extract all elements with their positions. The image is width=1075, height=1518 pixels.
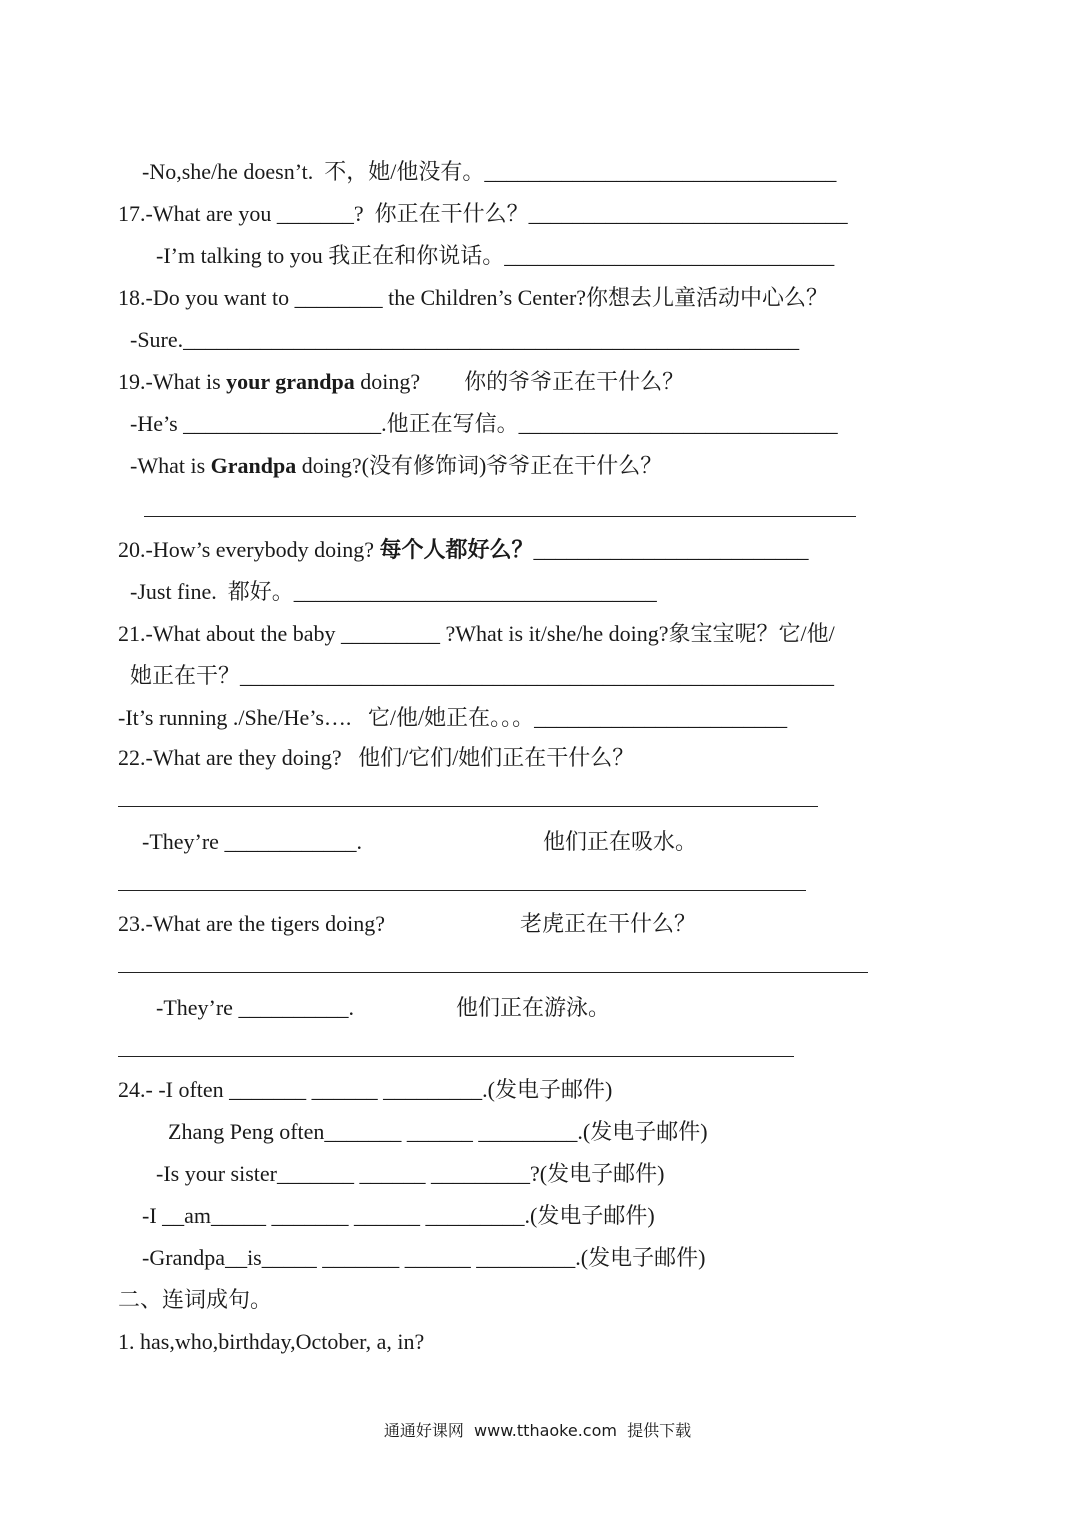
q19-question: 19.-What is your grandpa doing? 你的爷爷正在干什么？ — [118, 369, 685, 394]
q23-answer-cn: 他们正在游泳。 — [456, 995, 611, 1020]
q20-answer: -Just fine. 都好。_________________________________ — [130, 579, 657, 604]
q19-emphasis-2: Grandpa — [210, 453, 297, 478]
answer-rule — [144, 516, 856, 517]
q20-emphasis: 每个人都好么？ — [379, 537, 534, 562]
q23-question-cn: 老虎正在干什么？ — [520, 911, 697, 936]
q20-question: 20.-How’s everybody doing? 每个人都好么？_________________________ — [118, 537, 809, 562]
q19-emphasis: your grandpa — [226, 369, 355, 394]
q19-question-2: -What is Grandpa doing?(没有修饰词)爷爷正在干什么？ — [130, 453, 663, 478]
q19-answer: -He’s __________________.他正在写信。_____________________________ — [130, 411, 838, 436]
q18-question: 18.-Do you want to ________ the Children’s Center?你想去儿童活动中心么？ — [118, 285, 829, 310]
q17-question: 17.-What are you _______? 你正在干什么？_____________________________ — [118, 201, 848, 226]
section-heading: 二、连词成句。 — [118, 1287, 273, 1312]
q16-answer-line: -No,she/he doesn’t. 不，她/他没有。________________________________ — [142, 159, 837, 184]
q24-line-1: 24.- -I often _______ ______ _________.(发电子邮件) — [118, 1077, 613, 1102]
answer-rule — [118, 1056, 794, 1057]
q23-answer: -They’re __________. — [156, 995, 354, 1020]
q22-answer-cn: 他们正在吸水。 — [543, 829, 698, 854]
q18-answer: -Sure.________________________________________________________ — [130, 327, 800, 352]
q17-answer: -I’m talking to you 我正在和你说话。______________________________ — [156, 243, 835, 268]
q24-line-2: Zhang Peng often_______ ______ _________.(发电子邮件) — [168, 1119, 708, 1144]
q24-line-3: -Is your sister_______ ______ _________?(发电子邮件) — [156, 1161, 665, 1186]
answer-rule — [118, 890, 806, 891]
q22-answer: -They’re ____________. — [142, 829, 362, 854]
q21-question-cont: 她正在干？______________________________________________________ — [130, 663, 835, 688]
section2-item-1: 1. has,who,birthday,October, a, in? — [118, 1329, 425, 1354]
answer-rule — [118, 972, 868, 973]
q23-question: 23.-What are the tigers doing? — [118, 911, 385, 936]
page-footer: 通通好课网 www.tthaoke.com 提供下载 — [383, 1421, 692, 1440]
q22-question: 22.-What are they doing? 他们/它们/她们正在干什么？ — [118, 745, 635, 770]
q24-line-5: -Grandpa__is_____ _______ ______ _________.(发电子邮件) — [142, 1245, 706, 1270]
q21-answer: -It’s running ./She/He’s…. 它/他/她正在。。。_______________________ — [118, 705, 788, 730]
answer-rule — [118, 806, 818, 807]
q21-question: 21.-What about the baby _________ ?What is it/she/he doing?象宝宝呢？它/他/ — [118, 621, 835, 646]
q24-line-4: -I __am_____ _______ ______ _________.(发电子邮件) — [142, 1203, 655, 1228]
